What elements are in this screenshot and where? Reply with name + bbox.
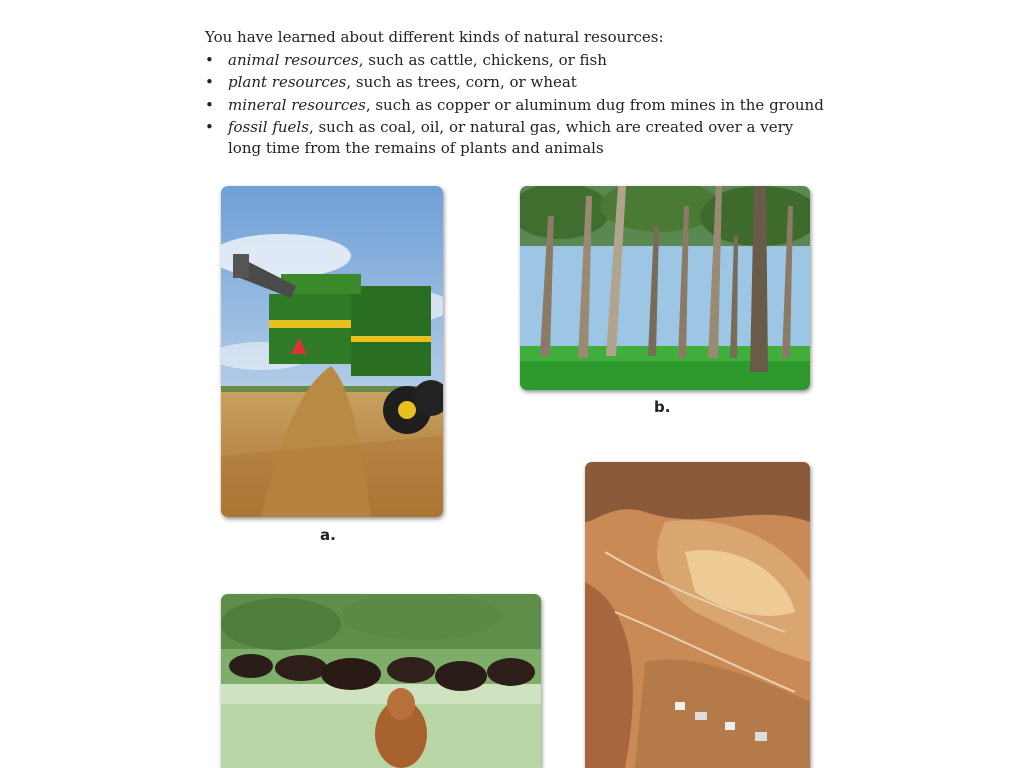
term-fossil: fossil fuels: [228, 118, 309, 136]
desc-animal: , such as cattle, chickens, or fish: [358, 50, 607, 69]
list-item-animal: [205, 49, 845, 72]
intro-text: [205, 26, 845, 158]
cattle-image: [221, 594, 541, 768]
list-item-plant: [205, 71, 845, 94]
mine-image: [585, 462, 810, 768]
photo-harvester: [221, 186, 443, 517]
intro-lead: You have learned about different kinds of natural resources:: [205, 28, 664, 46]
list-item-mineral: [205, 94, 845, 117]
forest-image: [520, 186, 810, 390]
photo-mine: [585, 462, 810, 768]
photo-cattle: [221, 594, 541, 768]
desc-mineral: , such as copper or aluminum dug from mines in the ground: [365, 95, 824, 114]
term-animal: animal resources: [228, 50, 359, 69]
term-mineral: mineral resources: [228, 95, 366, 114]
caption-a: a.: [320, 526, 336, 544]
caption-b: b.: [654, 398, 671, 416]
term-plant: plant resources: [228, 73, 347, 91]
list-item-fossil: [205, 116, 845, 158]
photo-forest: [520, 186, 810, 390]
resource-list: [205, 49, 845, 158]
harvester-image: [221, 186, 443, 517]
desc-fossil-continuation: long time from the remains of plants and animals: [228, 138, 604, 157]
desc-fossil: , such as coal, oil, or natural gas, which are created over a very: [308, 118, 794, 136]
desc-plant: , such as trees, corn, or wheat: [346, 73, 577, 91]
